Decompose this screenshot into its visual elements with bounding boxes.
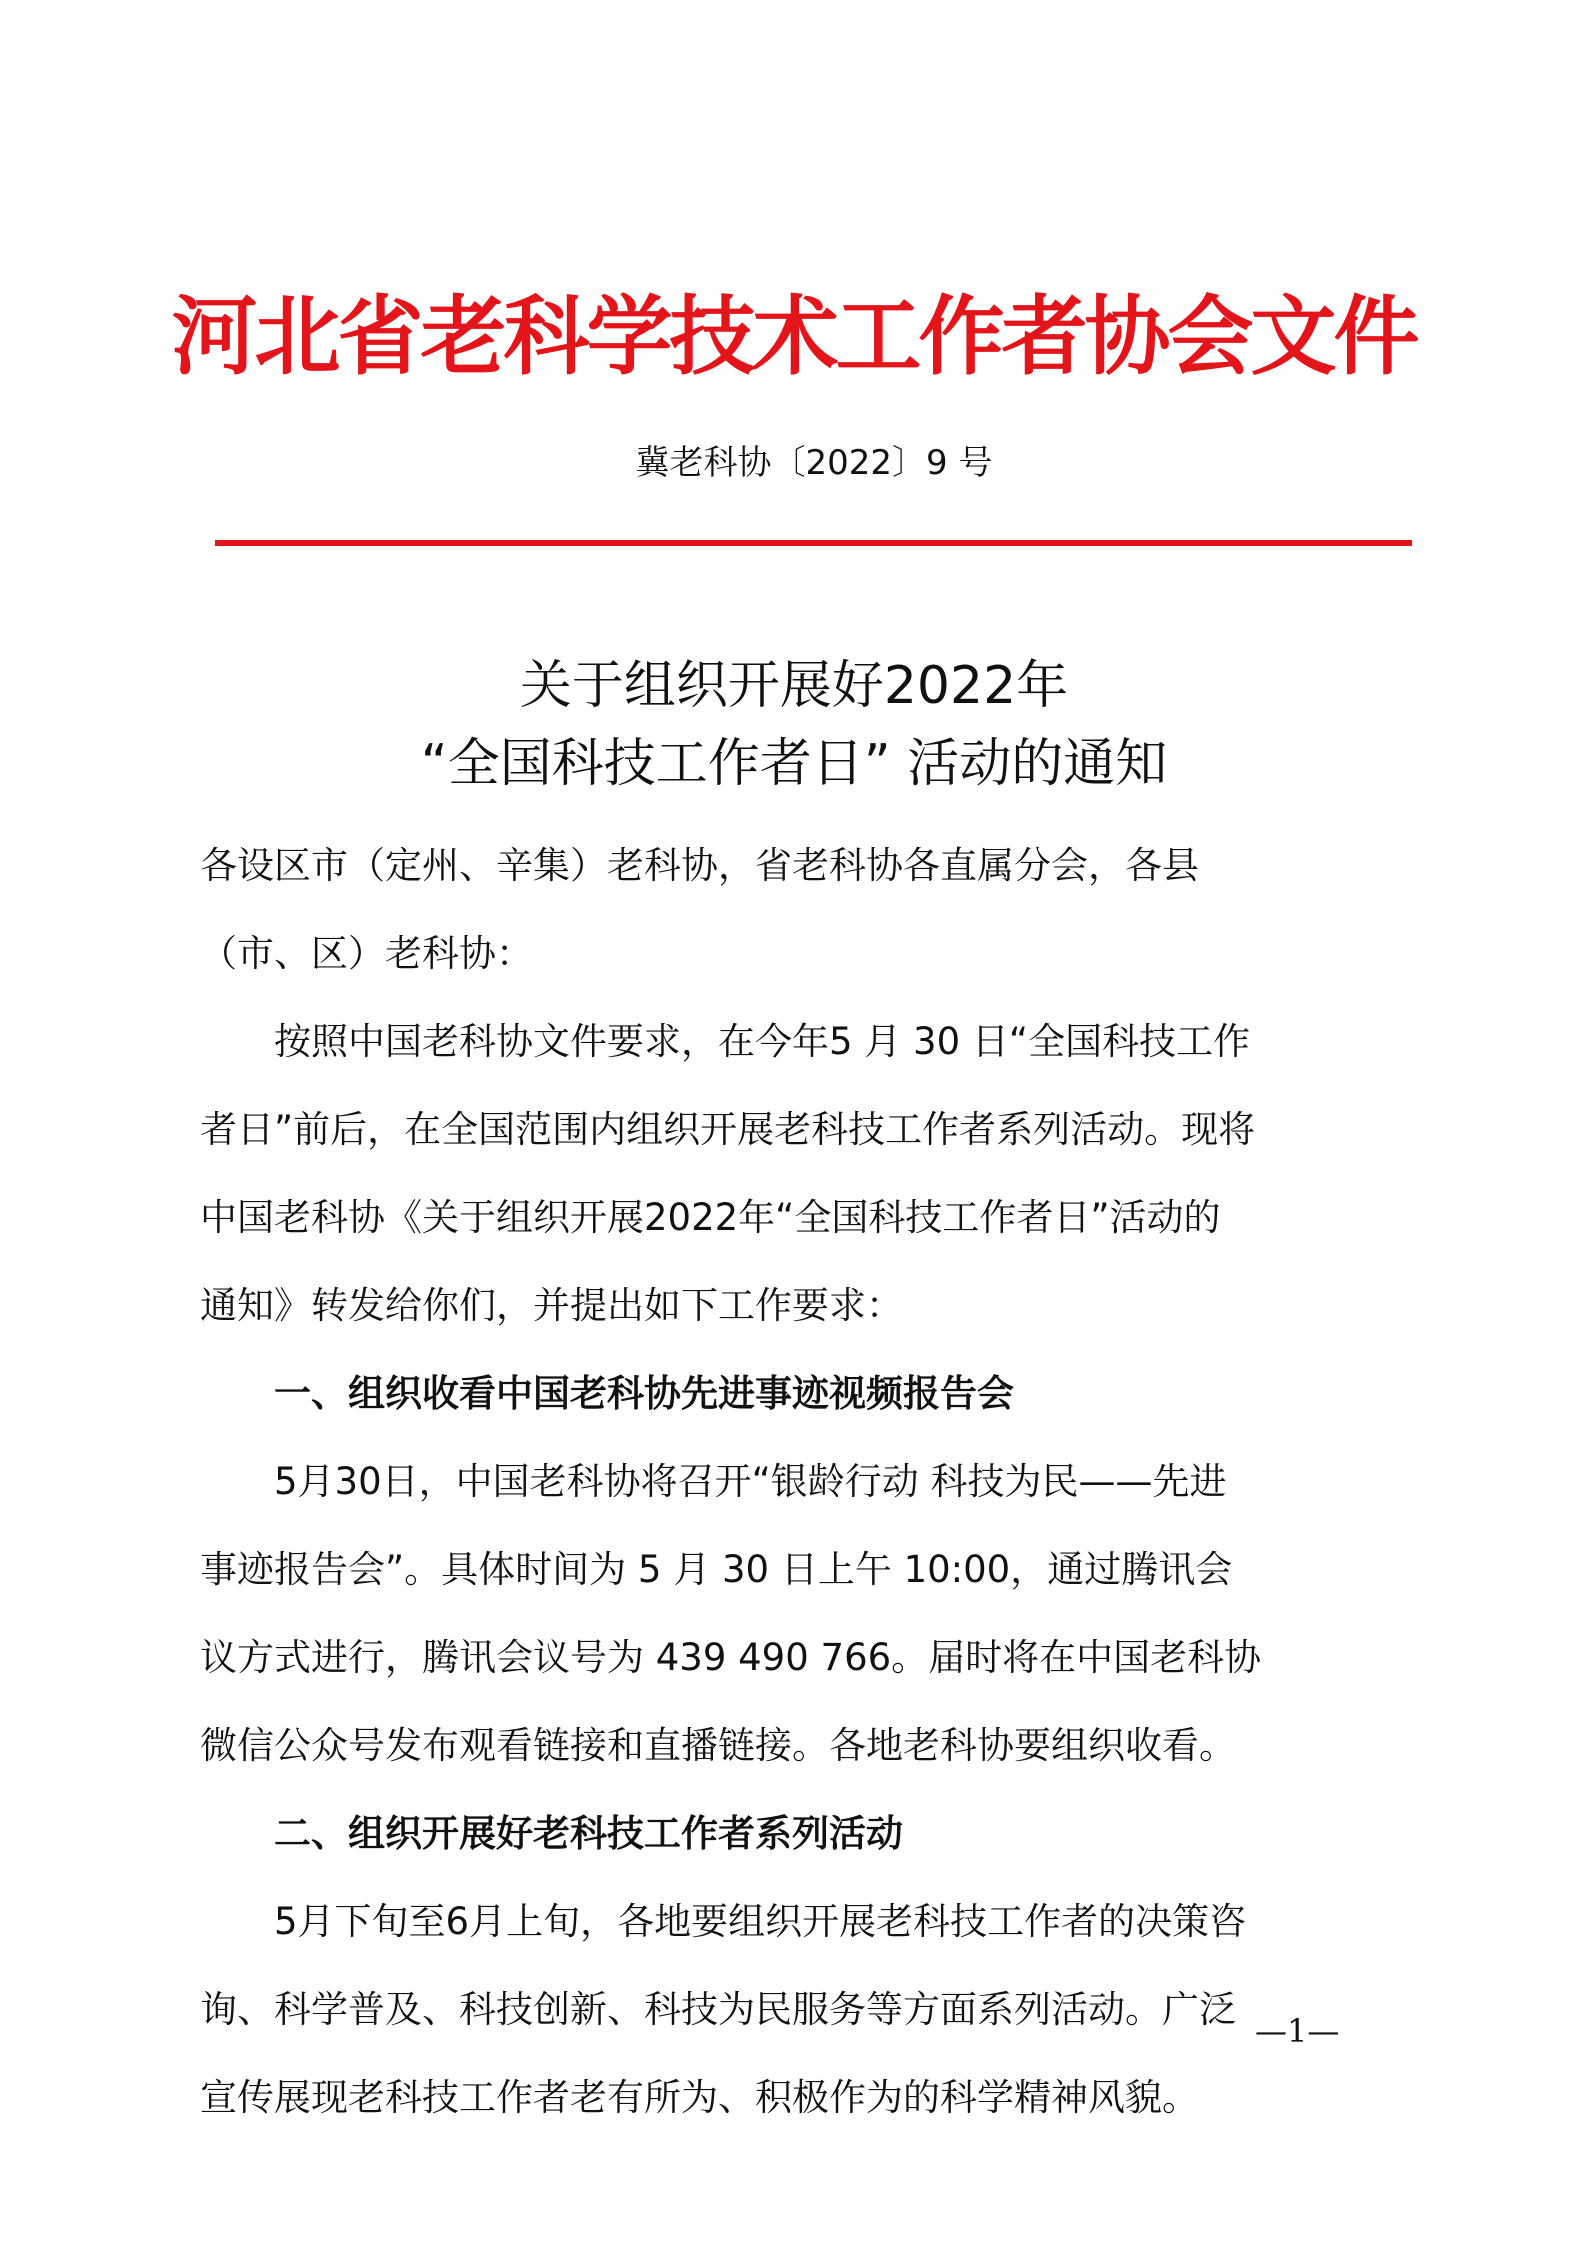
paragraph-line: 询、科学普及、科技创新、科技为民服务等方面系列活动。广泛 bbox=[200, 1988, 1236, 2031]
section-heading-2: 二、组织开展好老科技工作者系列活动 bbox=[200, 1812, 903, 1855]
paragraph-line: 议方式进行，腾讯会议号为 439 490 766。届时将在中国老科协 bbox=[200, 1636, 1262, 1679]
paragraph-line: 者日”前后，在全国范围内组织开展老科技工作者系列活动。现将 bbox=[200, 1108, 1256, 1151]
notice-title-line-2: “全国科技工作者日” 活动的通知 bbox=[420, 734, 1168, 794]
paragraph-line: 按照中国老科协文件要求，在今年5 月 30 日“全国科技工作 bbox=[200, 1020, 1251, 1063]
addressee-line-2: （市、区）老科协： bbox=[200, 932, 533, 975]
notice-title-line-1: 关于组织开展好2022年 bbox=[519, 656, 1069, 716]
paragraph-line: 通知》转发给你们，并提出如下工作要求： bbox=[200, 1284, 903, 1327]
paragraph-line: 宣传展现老科技工作者老有所为、积极作为的科学精神风貌。 bbox=[200, 2076, 1199, 2119]
paragraph-line: 5月下旬至6月上旬，各地要组织开展老科技工作者的决策咨 bbox=[200, 1900, 1247, 1943]
page-number: —1— bbox=[1255, 2012, 1340, 2050]
paragraph-line: 微信公众号发布观看链接和直播链接。各地老科协要组织收看。 bbox=[200, 1724, 1236, 1767]
addressee-line-1: 各设区市（定州、辛集）老科协，省老科协各直属分会，各县 bbox=[200, 844, 1199, 887]
paragraph-line: 事迹报告会”。具体时间为 5 月 30 日上午 10:00，通过腾讯会 bbox=[200, 1548, 1233, 1591]
paragraph-line: 5月30日，中国老科协将召开“银龄行动 科技为民——先进 bbox=[200, 1460, 1227, 1503]
paragraph-line: 中国老科协《关于组织开展2022年“全国科技工作者日”活动的 bbox=[200, 1196, 1221, 1239]
document-number: 冀老科协〔2022〕9 号 bbox=[635, 443, 993, 483]
red-divider-line bbox=[215, 540, 1412, 546]
document-header-title: 河北省老科学技术工作者协会文件 bbox=[171, 286, 1417, 387]
section-heading-1: 一、组织收看中国老科协先进事迹视频报告会 bbox=[200, 1372, 1014, 1415]
